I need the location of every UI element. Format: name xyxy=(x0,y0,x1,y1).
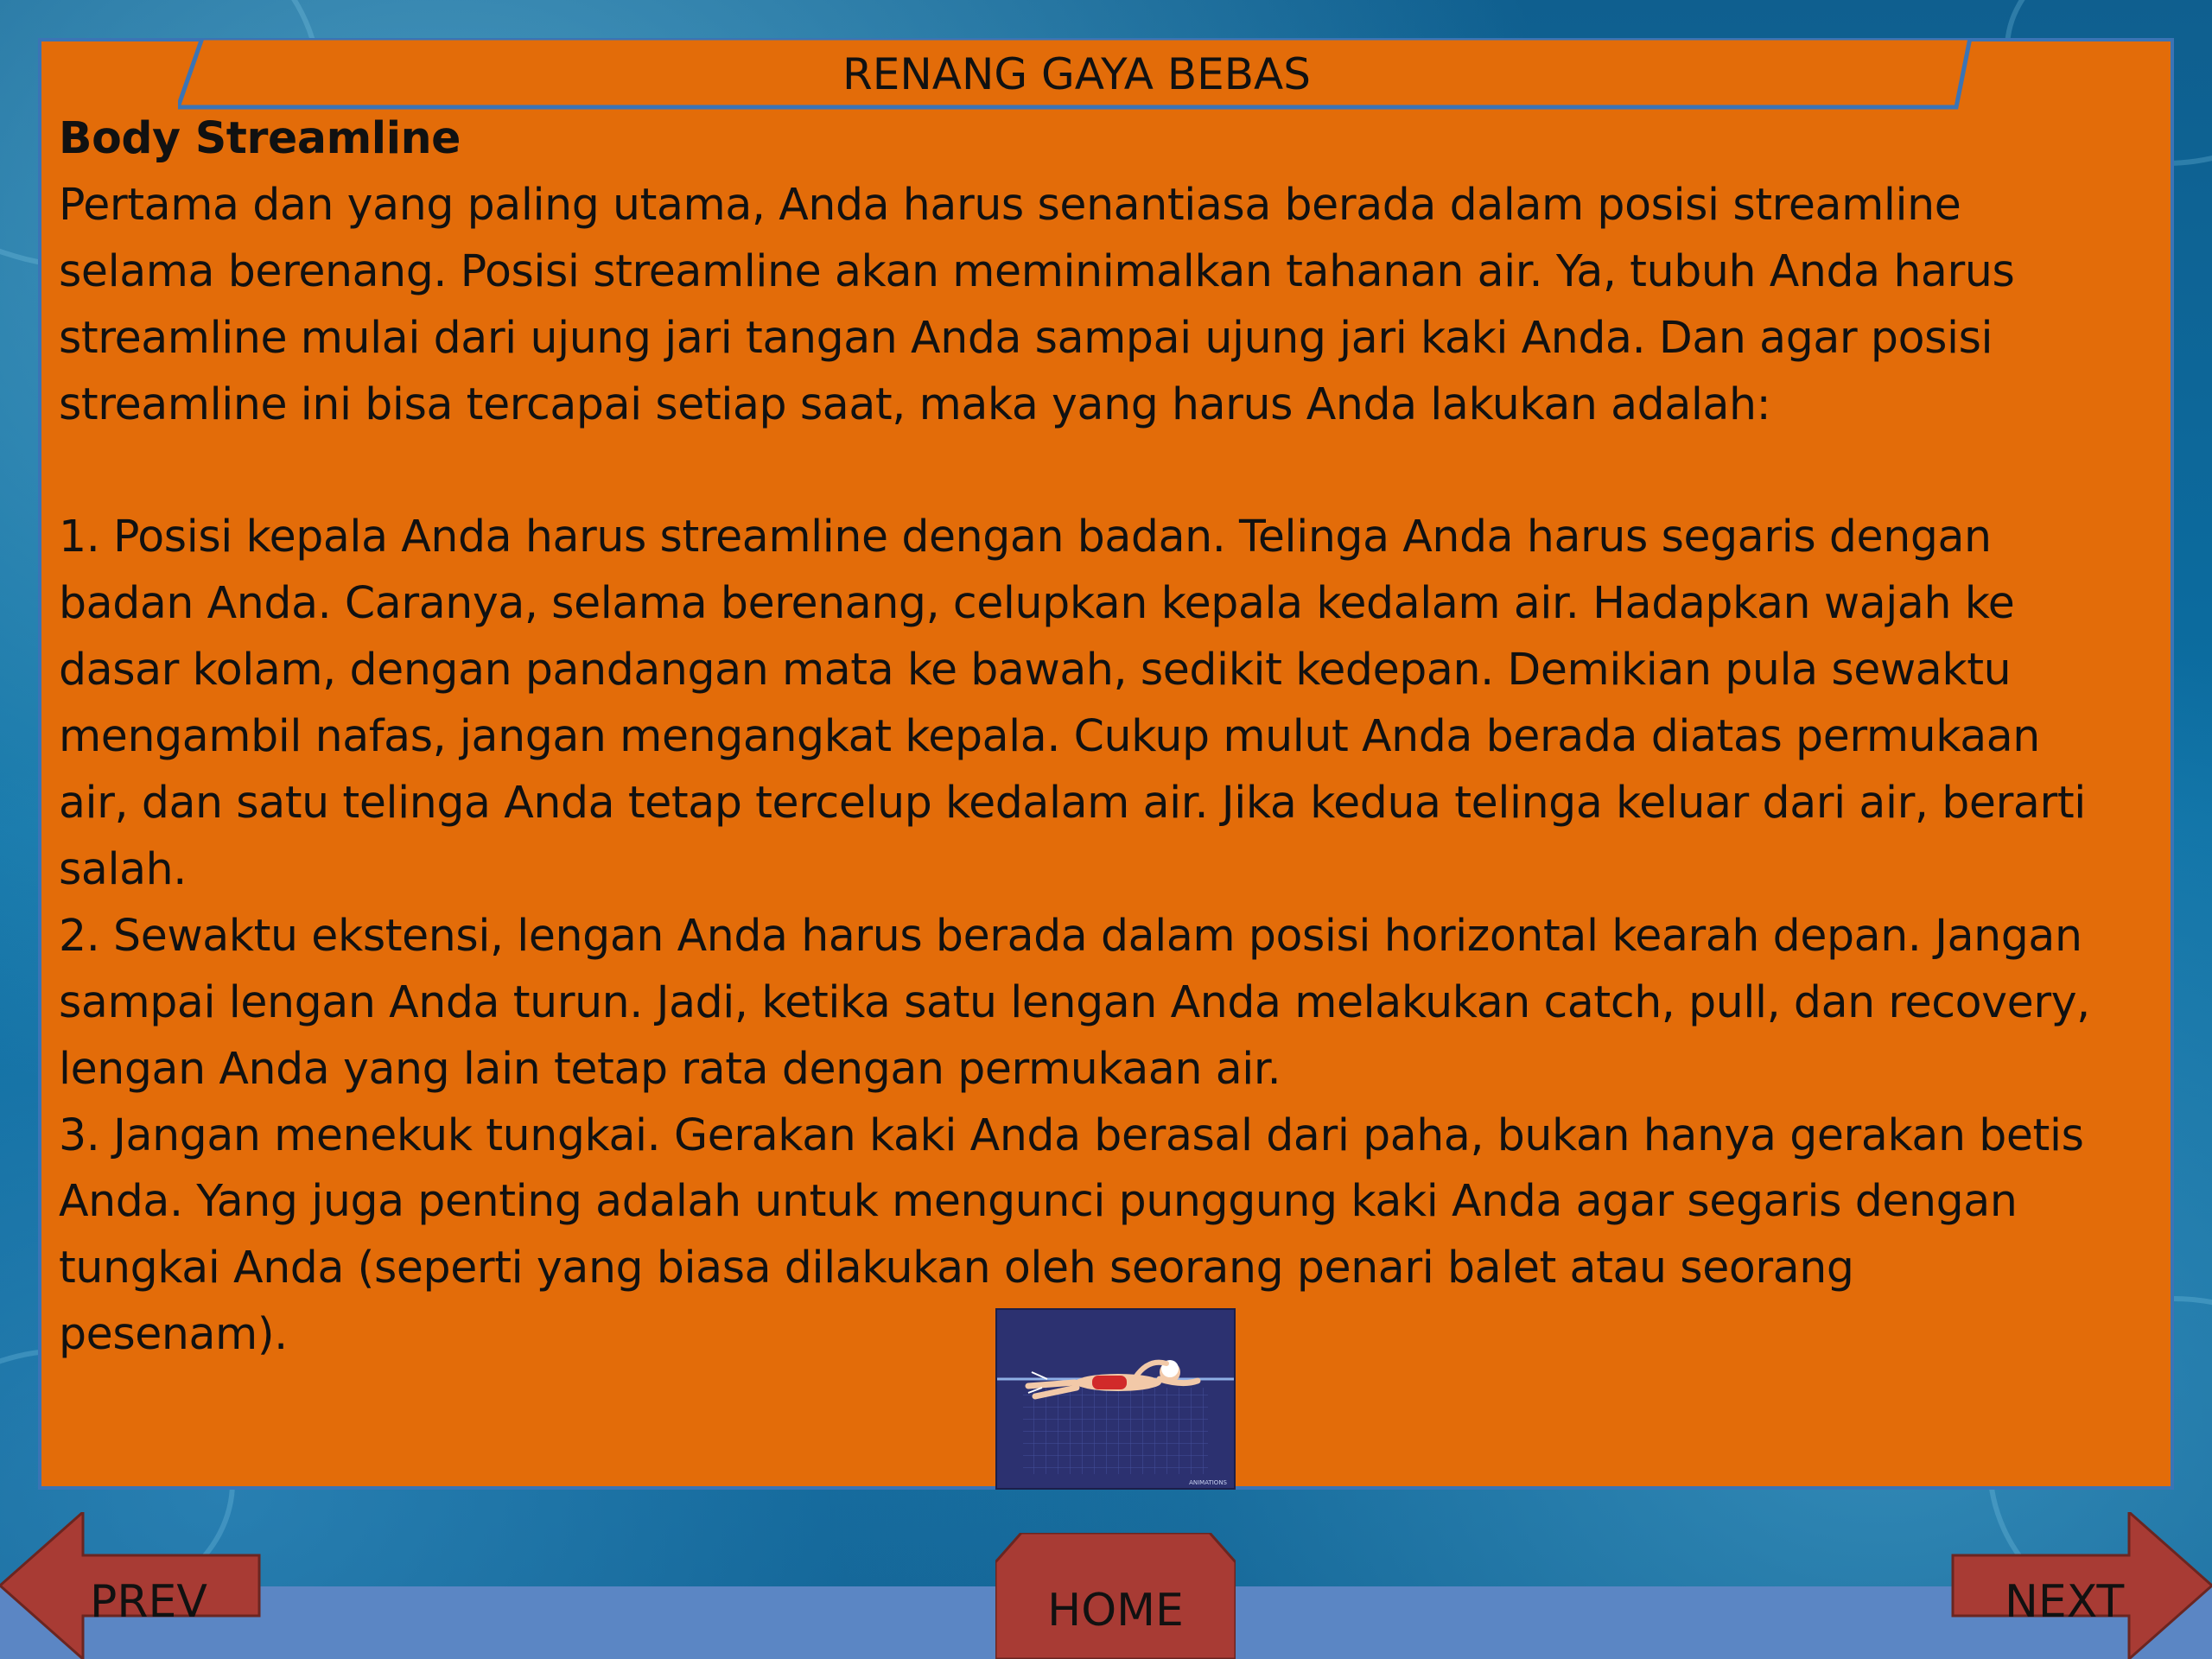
point-2-line: lengan Anda yang lain tetap rata dengan permukaan air. xyxy=(59,1042,1281,1094)
illustration-caption: ANIMATIONS xyxy=(1189,1479,1227,1486)
point-1-line: mengambil nafas, jangan mengangkat kepala. Cukup mulut Anda berada diatas permukaan xyxy=(59,710,2040,762)
point-3-line: 3. Jangan menekuk tungkai. Gerakan kaki Anda berasal dari paha, bukan hanya gerakan betis xyxy=(59,1109,2084,1160)
intro-line: Pertama dan yang paling utama, Anda harus senantiasa berada dalam posisi streamline xyxy=(59,178,1961,230)
point-1-line: air, dan satu telinga Anda tetap tercelup kedalam air. Jika kedua telinga keluar dari air, berarti xyxy=(59,777,2086,829)
point-1-line: salah. xyxy=(59,842,187,894)
slide-title: RENANG GAYA BEBAS xyxy=(842,49,1311,99)
home-button-label: HOME xyxy=(1047,1585,1184,1637)
point-2-line: 2. Sewaktu ekstensi, lengan Anda harus berada dalam posisi horizontal kearah depan. Jangan xyxy=(59,909,2082,961)
point-2-line: sampai lengan Anda turun. Jadi, ketika satu lengan Anda melakukan catch, pull, dan recovery, xyxy=(59,976,2090,1027)
point-3-line: pesenam). xyxy=(59,1308,288,1360)
paragraph-spacer xyxy=(59,438,2167,505)
point-1-line: 1. Posisi kepala Anda harus streamline dengan badan. Telinga Anda harus segaris dengan xyxy=(59,511,1992,563)
point-1-line: dasar kolam, dengan pandangan mata ke bawah, sedikit kedepan. Demikian pula sewaktu xyxy=(59,644,2012,696)
slide-body xyxy=(59,105,2167,1368)
intro-line: streamline ini bisa tercapai setiap saat, maka yang harus Anda lakukan adalah: xyxy=(59,378,1771,429)
point-3-line: Anda. Yang juga penting adalah untuk mengunci punggung kaki Anda agar segaris dengan xyxy=(59,1175,2018,1227)
prev-button[interactable] xyxy=(0,1512,263,1659)
intro-line: streamline mulai dari ujung jari tangan Anda sampai ujung jari kaki Anda. Dan agar posisi xyxy=(59,311,1993,363)
section-heading: Body Streamline xyxy=(59,112,461,163)
home-button[interactable] xyxy=(995,1533,1236,1659)
next-button[interactable] xyxy=(1949,1512,2212,1659)
intro-line: selama berenang. Posisi streamline akan meminimalkan tahanan air. Ya, tubuh Anda harus xyxy=(59,245,2015,296)
next-button-label: NEXT xyxy=(2005,1576,2125,1628)
title-banner xyxy=(178,38,1975,111)
prev-button-label: PREV xyxy=(90,1576,207,1628)
swimmer-icon xyxy=(997,1310,1234,1488)
swimmer-illustration xyxy=(995,1308,1236,1490)
point-3-line: tungkai Anda (seperti yang biasa dilakukan oleh seorang penari balet atau seorang xyxy=(59,1242,1854,1294)
point-1-line: badan Anda. Caranya, selama berenang, celupkan kepala kedalam air. Hadapkan wajah ke xyxy=(59,577,2015,629)
